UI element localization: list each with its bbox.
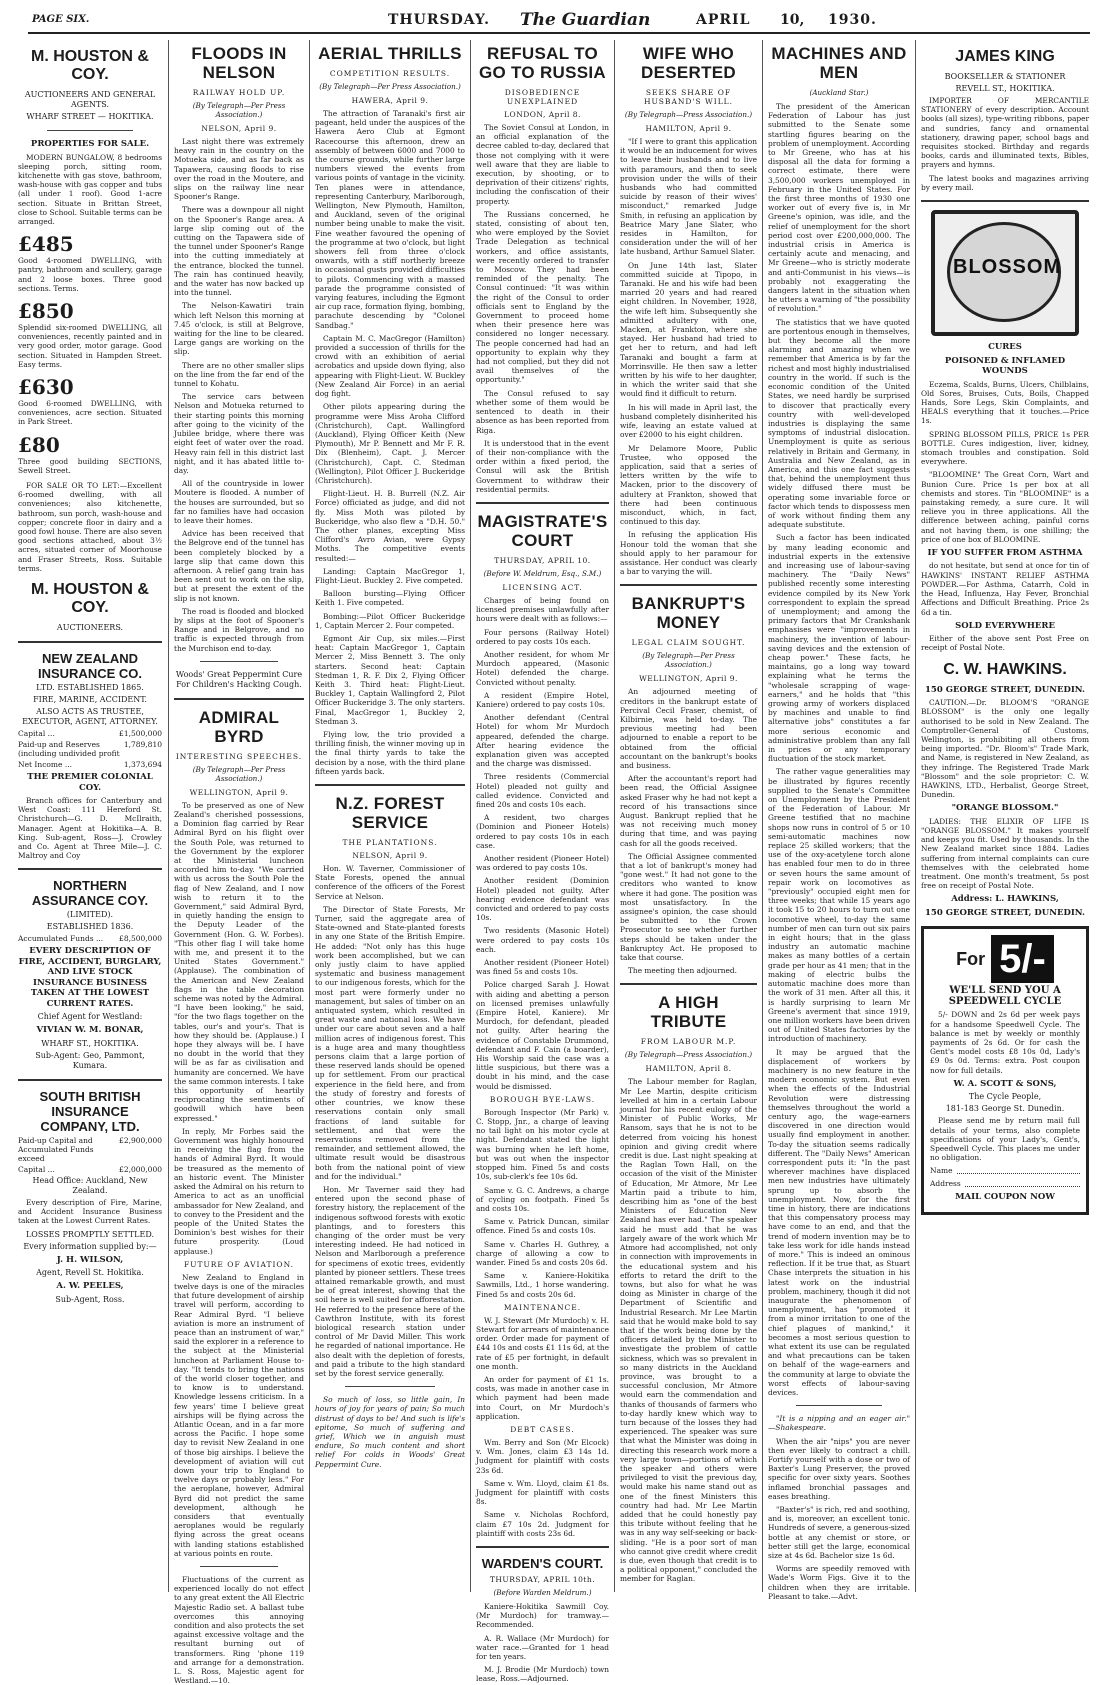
article-paragraph: Another defendant (Central Hotel) for whom Mr Murdoch appeared, defended the charge. After hearing evidence the explanation given was accepted and the charge was dismissed. [476, 713, 609, 769]
article-paragraph: Mr Delamore Moore, Public Trustee, who opposed the application, said that a series of letters written by the wife to Macken, prior to the discovery of adultery at Frankton, showed that there had been continuous misconduct, which, in fact, continued to this day. [620, 443, 757, 527]
property-description: Good 6-roomed DWELLING, with conveniences, acre section. Situated in Park Street. [18, 398, 162, 427]
properties-heading: PROPERTIES FOR SALE. [30, 139, 150, 149]
article-paragraph: In his will made in April last, the husband completely disinherited his wife, leaving an estate valued at over £2000 to his eight children. [620, 402, 757, 440]
address-label: Address [930, 1179, 961, 1189]
divider [47, 130, 133, 131]
article-paragraph: New Zealand to England in twelve days is one of the miracles that future development of airship travel will perform, according to Rear Admiral Byrd. "I believe aviation is more an instrument of peace than an instrument of war," said the explorer in a reference to the subject at the Ministerial luncheon at Parliament House to-day. "It tends to bring the nations of the world closer together, and to know is to understand. Knowledge lessens criticism. In a few years' time I believe great airships will be flying across the Atlantic Ocean, and in a far more across the Pacific. I hope some day to revisit New Zealand in one of those big airships. I believe the development of aviation will cut down your trip to England to twelve days or probably less." For the aeroplane, however, Admiral Byrd did not predict the same development, although he considers that eventually aeroplanes would be regularly flying across the great oceans with landing stations established at various points en route. [174, 1272, 304, 1558]
article-paragraph: W. J. Stewart (Mr Murdoch) v. H. Stewart for arrears of maintenance order. Order made for payment of £44 10s and costs £1 11s 6d, at the rate of £5 per fortnight, in default one month. [476, 1315, 610, 1371]
northern-subagent: Sub-Agent: Geo, Pammont, Kumara. [35, 1050, 145, 1070]
article-dateline: NELSON, April 9. [352, 851, 428, 861]
article-paragraph: Same v. Charles H. Guthrey, a charge of allowing a cow to wander. Fined 5s and costs 20s 6d. [476, 1239, 609, 1267]
asthma-description: do not hesitate, but send at once for tin of HAWKINS' INSTANT RELIEF ASTHMA POWDER.—For Asthma, Catarrh, Cold in the Head, Influenza, Hay Fever, Bronchial Affections and Difficult Breathing. Price 2s 6d a tin. [921, 561, 1089, 617]
article-subheading: INTERESTING SPEECHES. [175, 751, 303, 761]
article-subheading: DISOBEDIENCE UNEXPLAINED [504, 88, 581, 106]
property-price: £485 [18, 232, 74, 257]
divider [796, 1405, 881, 1406]
article-paragraph: An order for payment of £1 1s. costs, was made in another case in which payment had been made into Court, on Mr Murdoch's application. [476, 1374, 609, 1421]
divider [620, 584, 757, 586]
bloomine-description: "BLOOMINE" The Great Corn, Wart and Bunion Cure. Price 1s per box at all chemists and stores. Tin "BLOOMINE" is a painstaking remedy, a sure cure. It will relieve you in three applications. All the difference between aching, painful corns and not having them, is one shilling; the price of one box of BLOOMINE. [921, 470, 1089, 544]
article-paragraph: Two residents (Masonic Hotel) were ordered to pay costs 10s each. [476, 926, 609, 954]
property-description: Splendid six-roomed DWELLING, all conveniences, recently painted and in very good order, motor garage. Good section. Situated in Hampden Street. Easy terms. [18, 322, 162, 369]
article-headline: REFUSAL TO GO TO RUSSIA [478, 44, 607, 82]
hawkins-address: 150 GEORGE STREET, DUNEDIN. [925, 684, 1085, 695]
article-headline: ADMIRAL BYRD [198, 707, 280, 746]
column-rule [309, 40, 310, 1592]
article-paragraph: Flying low, the trio provided a thrilling finish, the winner moving up in the final thirty yards to take the decision by a nose, with the third plane fifteen yards back. [315, 730, 465, 776]
property-listing: FOR SALE OR TO LET:—Excellent 6-roomed dwelling, with all conveniences; also kitchenette, bathroom, sun porch, wash-house and copper; concrete floor in dairy and a good fowl house. There are also seven good sections attached, about 3½ acres, situated corner of Moorhouse and Fraser Streets, Ross. Suitable terms. [18, 480, 162, 573]
article-paragraph: Advice has been received that the Belgrove end of the tunnel has been completely blocked by a large slip that came down this afternoon. A relief gang train has been sent out to work on the slip, but at present the extent of the slip is not known. [174, 529, 304, 603]
article-paragraph: M. J. Brodie (Mr Murdoch) town lease, Ross.—Adjourned. [476, 1665, 609, 1684]
article-paragraph: The attraction of Taranaki's first air pageant, held under the auspices of the Hawera Aero Club at Egmont Racecourse this afternoon, drew an assembly of between 6000 and 7000 to the course grounds, while further large numbers viewed the events from various points of vantage in the vicinity. Ten planes were in attendance, representing Canterbury, Marlborough, Wellington, New Plymouth, Hamilton, and Auckland, seven of the original number being unable to make the visit. Fine weather favoured the opening of the programme at two o'clock, but light showers fell from three o'clock onwards, with a stiff northerly breeze in occasional gusts provided difficulties to pilots. Commencing with a massed parade the programme consisted of varying features, including the Egmont air cup race, formation flying, bombing, parachute descending by "Colonel Sandbag." [315, 109, 465, 330]
article-headline: A HIGH TRIBUTE [650, 993, 727, 1032]
article-subheading: FUTURE OF AVIATION. [183, 1259, 295, 1269]
peppermint-advert: Woods' Great Peppermint Cure For Children's Hacking Cough. [175, 669, 303, 689]
article-paragraph: The president of the American Federation of Labour has just submitted to the Senate some startling figures bearing on the problem of unemployment. According to Mr Greene, who has at his disposal all the data for forming a correct estimate, there were 3,500,000 workers unemployed in February in the United States. For the first three months of 1930 one worker out of every five is, in Mr Greene's opinion, was idle, and the relief of unemployment for the short period cost over £200,000,000. The industrial crisis in America is certainly acute and menacing, and Mr Greene—who is strictly moderate and anti-Communist in his views—is probably not exaggerating the dangers latent in the situation when he utters a warning of "the possibility of revolution." [768, 102, 910, 314]
article-paragraph: After the accountant's report had been read, the Official Assignee asked Fraser why he had not kept a record of his transactions since August. Bankrupt replied that he was not receiving much money during that time, and was paying cash for all the goods received. [620, 774, 757, 848]
article-paragraph: Same v. G. C. Andrews, a charge of cycling on footpath. Fined 5s and costs 10s. [476, 1185, 609, 1213]
verse-advert: So much of loss, so little gain, In hours of joy for years of pain; So much distrust of days to be! And such is life's epitome, So much of suffering and grief, Which we in anguish must endure, So much content and short relief For colds in Woods' Great Peppermint Cure. [315, 1395, 465, 1469]
column-rule [470, 40, 471, 1592]
divider [18, 641, 162, 643]
scott-sub: The Cycle People, [968, 1092, 1042, 1102]
article-paragraph: In reply, Mr Forbes said the Government was highly honoured in receiving the flag from the hands of Admiral Byrd. It would be treasured as the memento of an historic event. The Minister asked the Admiral on his return to America to act as an unofficial ambassador for New Zealand, and to convey to the President and the people of the United States the Dominion's best wishes for their future prosperity. (Loud applause.) [174, 1126, 304, 1256]
article-dateline: WELLINGTON, April 9. [189, 787, 289, 797]
nzi-premier: THE PREMIER COLONIAL COY. [27, 772, 153, 793]
king-subheading: BOOKSELLER & STATIONER [944, 72, 1066, 81]
article-paragraph: Borough Inspector (Mr Park) v. C. Stopp, Jnr., a charge of leaving no tail light on his motor cycle at night. Defendant stated the light was burning when he left home, but was out when the inspector stopped him. Fined 5s and costs 10s, sub-clerk's fee 10s 6d. [476, 1107, 609, 1182]
article-paragraph: Egmont Air Cup, six miles.—First heat: Captain MacGregor 1, Captain Mercer 2, Miss Bennett 3. The only starters. Second heat: Captain Stedman 1, R. F. Dix 2, Flying Officer Keith 3. Third heat: Flight-Lieut. Buckley 1, Captain Wallingford 2, Pilot Officer Buckeridge 3. The only starters. Final, MacGregor 1, Buckley 2, Stedman 3. [315, 633, 465, 726]
orange-blossom-heading: "ORANGE BLOSSOM." [951, 803, 1059, 814]
sb-capital2 [18, 1165, 162, 1174]
article-paragraph: The Nelson-Kawatiri train which left Nelson this morning at 7.45 o'clock, is still at Belgrove, waiting for the line to be cleared. Large gangs are working on the slip. [174, 301, 304, 357]
houston-address: WHARF STREET — HOKITIKA. [26, 112, 154, 121]
value: £2,000,000 [119, 1164, 162, 1174]
article-subheading: SEEKS SHARE OF HUSBAND'S WILL. [643, 88, 734, 106]
article-headline: FLOODS IN NELSON [191, 44, 287, 82]
article-paragraph: Another resident (Pioneer Hotel) was fined 5s and costs 10s. [476, 958, 609, 977]
article-paragraph: A resident, two charges (Dominion and Pioneer Hotels) ordered to pay costs 10s in each case. [476, 813, 609, 850]
article-paragraph: Landing: Captain MacGregor 1, Flight-Lieut. Buckley 2. Five competed. [315, 566, 465, 585]
label: Paid-up and Reserves (including undivided profit [18, 740, 120, 758]
column-floods-byrd [170, 40, 308, 1685]
article-paragraph: Same v. Nicholas Rochford, claim £7 10s 2d. Judgment for plaintiff with costs 23s 6d. [476, 1510, 609, 1538]
label: Accumulated Funds ... [18, 934, 104, 944]
article-dateline: LONDON, April 8. [504, 110, 581, 119]
value: £8,500,000 [119, 934, 162, 944]
label: Capital ... [18, 1164, 55, 1174]
column-rule [762, 40, 763, 1592]
radio-advert: Fluctuations of the current as experienced locally do not effect to any great extent the All Electric Majestic Radio set. A ballast tube overcomes this annoying condition and also protects the set against excessive voltage and the resultant burning out of transformers. Ring 'phone 119 and arrange for a demonstration. L. S. Ross, Majestic agent for Westland.—10. [174, 1575, 304, 1685]
article-paragraph: Flight-Lieut. H. B. Burrell (N.Z. Air Force) officiated as judge, and did not fly. Miss Moth was piloted by Buckeridge, who also flew a "D.H. 50." The other planes, excepting Miss Clifford's Avro Avian, were Gypsy Moths. The competitive events resulted:— [315, 489, 465, 563]
article-subheading: THE PLANTATIONS. [342, 838, 438, 848]
label: Net Income ... [18, 760, 72, 769]
nzi-capital [18, 729, 162, 738]
nzi-established: LTD. ESTABLISHED 1865. [36, 683, 144, 692]
article-paragraph: Three residents (Commercial Hotel) pleaded not guilty and called evidence. Convicted and fined 20s and costs 10s each. [476, 772, 609, 809]
divider [18, 868, 162, 870]
article-headline: MAGISTRATE'S COURT [477, 511, 608, 550]
article-credit: (By Telegraph—Per Press Association.) [192, 764, 286, 783]
masthead-year: 1930. [828, 12, 877, 28]
blossom-ointment-seal [931, 210, 1079, 336]
article-paragraph: Charges of being found on licensed premises unlawfully after hours were dealt with as follows:— [476, 595, 609, 624]
price-badge: 5/- [991, 935, 1054, 983]
property-listing [18, 375, 162, 427]
cures-heading: CURES [988, 342, 1022, 353]
article-paragraph: Other pilots appearing during the programme were Miss Aroha Clifford (Christchurch), Capt. Wallingford (Auckland), Flying Officer Keith (New Plymouth), Mr P. Bennett and Mr F. R. Dix (Blenheim), Capt. J. Mercer (Christchurch), Capt. C. Stedman (Wellington), Pilot Officer J. Buckeridge (Christchurch). [315, 402, 465, 485]
article-subheading: BOROUGH BYE-LAWS. [489, 1094, 596, 1104]
article-paragraph: The Soviet Consul at London, in an official explanation of the decree cabled to-day, declared that those not complying with it were well aware that they are liable to execution, by shooting, or to deprivation of their citizens' rights, including the confiscation of their property. [476, 123, 609, 206]
houston-subheading: AUCTIONEERS. [56, 623, 124, 632]
column-aerial-forest [311, 40, 469, 1592]
nzi-income [18, 760, 162, 769]
northern-address: WHARF ST., HOKITIKA. [41, 1038, 139, 1048]
cures-description: Eczema, Scalds, Burns, Ulcers, Chilblains, Old Sores, Bruises, Cuts, Boils, Chapped Hands, Sore Legs, Skin Complaints, and HEALS everything that it touches.—Price 1s. [921, 379, 1089, 426]
article-paragraph: There was a downpour all night on the Spooner's Range area. A large slip coming out of the cutting on the Tapawera side of the tunnel under Spooner's Range into the cutting immediately at the entrance, blocked the tunnel. The rain has continued heavily, and the water has now backed up into the tunnel. [174, 205, 304, 298]
article-subheading: LICENSING ACT. [502, 582, 583, 592]
lung-preserver-advert: "Baxter's" is rich, red and soothing, and is, moreover, an excellent tonic. Hundreds of severe, a generous-sized bottle at any chemist or store, or better still get the large, economical size at 4s 6d. Bachelor size 1s 6d. [768, 1505, 910, 1561]
article-paragraph: Another resident (Dominion Hotel) pleaded not guilty. After hearing evidence defendant was convicted and ordered to pay costs 10s. [476, 876, 609, 923]
name-line [957, 1167, 1080, 1174]
nzi-trustee: ALSO ACTS AS TRUSTEE, EXECUTOR, AGENT, ATTORNEY. [22, 707, 158, 726]
sb-agent-address: Agent, Revell St. Hokitika. [36, 1268, 144, 1278]
nzi-heading: NEW ZEALAND INSURANCE CO. [37, 651, 142, 681]
houston-heading: M. HOUSTON & COY. [31, 581, 149, 616]
price-row [930, 935, 1080, 983]
article-paragraph: There are no other smaller slips on the line from the far end of the tunnel to Kohatu. [174, 360, 304, 389]
article-credit: (By Telegraph—Per Press Association.) [319, 82, 461, 91]
speedwell-cycle-ad [921, 926, 1089, 1214]
article-headline: N.Z. FOREST SERVICE [335, 794, 445, 833]
article-subheading: RAILWAY HOLD UP. [192, 88, 286, 97]
article-paragraph: The Official Assignee commented that a lot of bankrupt's money had "gone west." It had not gone to the creditors who wanted to know where it had gone. The position was most unsatisfactory. In the assignee's opinion, the case should be submitted to the Crown Prosecutor to see whether further steps should be taken under the Bankruptcy Act. He proposed to take that course. [620, 851, 757, 963]
value: 1,789,810 [123, 740, 162, 749]
article-paragraph: Balloon bursting—Flying Officer Keith 1. Five competed. [315, 589, 465, 608]
hawkins-caution: CAUTION.—Dr. BLOOM'S "ORANGE BLOSSOM" is the only one legally authorised to be sold in New Zealand. The Comptroller-General of Customs, Wellington, is prohibiting all others from being imported. "Dr. Bloom's" Trade Mark, and Name, is registered in New Zealand, as they infringe. The Registered Trade Mark "Blossom" and the sole proprietor: C. W. HAWKINS, LTD., Herbalist, George Street, Dunedin. [921, 698, 1089, 800]
column-insurance-ads [14, 40, 166, 1592]
article-paragraph: The rather vague generalities may be illustrated by figures recently supplied to the Senate's Committee on Unemployment by the President of the Federation of Labour. Mr Greene testified that no machine shops now runs in control of 5 or 10 semi-automatic machines now replace 25 skilled workers; that the use of the oxy-acetylene torch alone has enabled four men to do in three or seven hours the same amount of repair work on locomotives as "previously" occupied eight men for three weeks; that while 15 years ago it took 15 to 20 hours to turn out one locomotive wheel, to-day the same number of men can turn out six pairs in eight hours; that in the glass industry an automatic machine makes as many bottles of a certain grade per hour as 41 men; that in the making of electric bulbs the automatic machine does more than the work of 31 men. After all this, it is hardly surprising to learn Mr Greene's averment that since 1919, one million workers have been driven out of United States factories by the introduction of machinery. [768, 767, 910, 1044]
column-machines [764, 40, 914, 1601]
quote: "It is a nipping and an eager air." —Shakespeare. [768, 1414, 910, 1433]
column-rule [614, 40, 615, 1592]
article-paragraph: Hon. W. Taverner, Commissioner of State Forests, opened the annual conference of the officers of the Forest Service at Nelson. [315, 864, 465, 901]
worm-figs-advert: Worms are speedily removed with Wade's Worm Figs. Give it to the children when they are irritable. Pleasant to take.—Advt. [768, 1564, 910, 1601]
northern-agent-label: Chief Agent for Westland: [37, 1012, 143, 1022]
label: Paid-up Capital and Accumulated Funds exceed [18, 1135, 94, 1163]
article-dateline: THURSDAY, APRIL 10th. [489, 1575, 596, 1584]
article-paragraph: Same v. Kaniere-Hokitika Sawmills, Ltd., 1 horse wandering. Fined 5s and costs 20s 6d. [476, 1271, 609, 1299]
northern-funds [18, 934, 162, 943]
cycle-description: 5/- DOWN and 2s 6d per week pays for a handsome Speedwell Cycle. The balance is met by weekly or monthly payments of 2s 6d. Or for cash the Gent's model costs £8 10s 0d, Lady's £9 0s 0d. Terms: extra. Post coupon now for full details. [930, 1010, 1080, 1075]
masthead-day-number: 10, [780, 12, 805, 28]
sold-everywhere: SOLD EVERYWHERE [955, 620, 1055, 631]
coupon-address-field [930, 1179, 1080, 1188]
article-paragraph: Such a factor has been indicated by many leading economic and industrial experts in the extensive and increasing use of labour-saving machinery. The "Daily News" published recently some interesting evidence compiled by its New York correspondent to explain the spread of unemployment; and among the primary factors that Mr Crankshank emphasises were "improvements in machinery, the invention of labour-saving devices and the extension of cheap power." These facts, he maintains, go a long way toward explaining what he terms the "wholesale scrapping of wage-earners," and he holds that "this growing army of workers displaced by machines and unable to find alternative jobs" constitutes a far more serious economic and administrative problem than any fall in prices or any temporary fluctuation of the stock market. [768, 533, 910, 764]
article-subheading: DEBT CASES. [510, 1424, 575, 1434]
sb-losses: LOSSES PROMPTLY SETTLED. [25, 1229, 155, 1239]
article-dateline: NELSON, April 9. [201, 124, 277, 133]
article-headline: AERIAL THRILLS [318, 44, 462, 63]
article-paragraph: To be preserved as one of New Zealand's cherished possessions, a Dominion flag carried by Rear Admiral Byrd on his flight over the South Pole, was returned to the Government by the explorer at the Ministerial luncheon accorded him to-day. "We carried with us across the South Pole the flag of New Zealand, and I now wish to return it to the Government," said Admiral Byrd, in quietly handing the ensign to the Deputy Leader of the Government (Hon. G. W. Forbes). "This other flag I will take home with me, and present it to the United States Government." (Applause). The combination of the American and New Zealand flags in the table decoration scheme was noted by the Admiral. "I have been looking," he said, "for the two flags together on the tables, our's and your's. That is how they should be. (Applause.) I hope they always will be. I have no doubt in the world that they will be as far as civilisation and humanity are concerned. We have the same common interests. I take this opportunity of heartily reciprocating the sentiments of goodwill which have been expressed." [174, 800, 304, 1123]
property-listing [18, 299, 162, 369]
divider [200, 661, 278, 662]
sb-info: Every information supplied by:— [23, 1241, 157, 1251]
article-subheading: COMPETITION RESULTS. [329, 69, 451, 78]
property-description: Good 4-roomed DWELLING, with pantry, bathroom and scullery, garage and 2 loose boxes. Three good sections. Terms. [18, 256, 162, 293]
article-paragraph: The meeting then adjourned. [628, 966, 737, 976]
article-credit: (Before Warden Meldrum.) [493, 1588, 592, 1597]
value: £2,900,000 [119, 1135, 162, 1145]
post-free-note: Either of the above sent Post Free on receipt of Postal Note. [921, 634, 1089, 653]
nzi-paidup [18, 740, 162, 758]
nzi-branch: Branch offices for Canterbury and West Coast: 111 Hereford St. Christchurch—G. D. McIlraith, Manager. Agent at Hokitika—A. B. King. Sub-agent, Ross—J. Crowley and Co. Agent at Three Mile—J. C. Maltroy and Coy [18, 796, 162, 861]
label: Capital ... [18, 729, 55, 738]
coupon-name-field [930, 1166, 1080, 1175]
property-price: £630 [18, 374, 74, 399]
column-rule [915, 40, 916, 1592]
south-british-heading: SOUTH BRITISH INSURANCE COMPANY, LTD. [39, 1088, 141, 1134]
article-paragraph: In refusing the application His Honour told the woman that she should apply to her paramour for assistance. Her conduct was clearly a bar to varying the will. [620, 530, 757, 577]
article-paragraph: The Director of State Forests, Mr Turner, said the aggregate area of State-owned and State-planted forests in any one State of the British Empire. He added: "Not only has this huge work been accomplished, but we can only justly claim to have applied systematic and business management to our indigenous forests, which for the most part were formerly under no management, but sales of timber on an antiquated system, which resulted in great waste and national loss. We have under our care about seven and a half million acres of indigenous forest. This is a huge area and many thoughtless persons claim that a large portion of these reserved lands should be opened up for settlement. From our practical experience in the field here, and from the study of forestry and forests of other countries, we know these reservations contain only small fractions of land suitable for settlement, and that were the reservations removed from the remainder, and settlement allowed, the ultimate result would be disastrous both from the national point of view and for the individual." [315, 904, 465, 1181]
divider [476, 502, 609, 504]
scott-name: W. A. SCOTT & SONS, [953, 1078, 1057, 1089]
column-right-ads [917, 40, 1093, 1592]
king-description: IMPORTER OF MERCANTILE STATIONERY of every description. Account books (all sizes), type-writing ribbons, paper and sundries, fancy and ornamental stationery, drawing paper, school bags and requisites stocked. Birthday and regards books, cards and illuminated texts, Bibles, prayers and hymns. [921, 96, 1089, 170]
northern-limited: (LIMITED). [66, 910, 114, 920]
article-headline: WARDEN'S COURT. [481, 1556, 604, 1571]
northern-established: ESTABLISHED 1836. [46, 922, 134, 932]
masthead [28, 10, 1090, 34]
northern-description: EVERY DESCRIPTION OF FIRE, ACCIDENT, BURGLARY, AND LIVE STOCK INSURANCE BUSINESS TAKEN AT THE LOWEST CURRENT RATES. [18, 946, 162, 1009]
masthead-day: THURSDAY. [388, 12, 490, 28]
sb-agent-address: Sub-Agent, Ross. [55, 1294, 125, 1304]
northern-agent: VIVIAN W. M. BONAR, [36, 1025, 144, 1036]
king-heading: JAMES KING [955, 48, 1055, 65]
value: £1,500,000 [119, 729, 162, 738]
article-paragraph: Last night there was extremely heavy rain in the country on the Motueka side, and as far back as Tapawera, causing floods to rise over the road in the Moutere, and slips on the railway line near Spooner's Range. [174, 137, 304, 202]
article-paragraph: On June 14th last, Slater committed suicide at Tipopo, in Taranaki. He and his wife had been married 20 years and had reared eight children. In November, 1928, the wife left him. Subsequently she admitted adultery with one, Macken, at Frankton, where she stayed. Her husband had tried to get her to return, and had left Taranaki and bought a farm at Morrinsville. He then saw a letter written by his wife to her daughter, in which the writer said that she would find it difficult to return. [620, 260, 757, 399]
article-credit: (By Telegraph—Press Association.) [624, 1050, 753, 1060]
article-paragraph: Same v. Patrick Duncan, similar offence. Fined 5s and costs 10s. [476, 1217, 609, 1236]
article-paragraph: Bombing:—Pilot Officer Buckeridge 1, Captain Mercer 2. Four competed. [315, 611, 465, 630]
cures-subheading: POISONED & INFLAMED WOUNDS [944, 355, 1066, 377]
hawkins-address: 150 GEORGE STREET, DUNEDIN. [925, 907, 1085, 918]
article-paragraph: Four persons (Railway Hotel) ordered to pay costs 10s each. [476, 627, 609, 646]
property-price: £850 [18, 298, 74, 323]
article-paragraph: Kaniere-Hokitika Sawmill Coy. (Mr Murdoch) for tramway.—Recommended. [476, 1602, 609, 1630]
ladies-description: LADIES: THE ELIXIR OF LIFE IS "ORANGE BLOSSOM." It makes yourself and keeps you fit. Used by thousands. In the New Zealand market since 1884. Ladies suffering from internal complaints can cure themselves with the celebrated home treatment. One month's treatment, 5s post free on receipt of Postal Note. [921, 816, 1089, 891]
article-subheading: MAINTENANCE. [503, 1302, 582, 1312]
property-listing [18, 433, 162, 475]
article-paragraph: Hon. Mr Taverner said they had entered upon the second phase of forestry history, the replacement of the indigenous softwood forests with exotic plantings, and to foresters this changing of the order must be very interesting indeed. He had noticed in Nelson and Marlborough a preference for specimens of exotic trees, evidently planted by pioneer settlers. These trees attained remarkable growth, and must be of great interest, showing that the soil here is well suited for afforestation. He referred to the presence here of the Cawthron Institute, with its forest biological research station under control of Mr David Miller. This work he regarded of national importance. He also dealt with the depletion of forests, and paid a tribute to the high standard set by the forest service generally. [315, 1184, 465, 1378]
article-paragraph: Police charged Sarah J. Howat with aiding and abetting a person on licensed premises unlawfully (Empire Hotel, Kaniere). Mr Murdoch, for defendant, pleaded not guilty. After hearing the evidence of Constable Drummond, defendant and F. Cain (a boarder), His Worship said the case was a little suspicious, but there was a doubt in his mind, and the case would be dismissed. [476, 980, 609, 1091]
article-dateline: THURSDAY, APRIL 10. [494, 555, 591, 565]
newspaper-title: The Guardian [520, 10, 651, 30]
lung-preserver-advert: When the air "nips" you are never then ever likely to contract a chill. Fortify yourself with a dose or two of Baxter's Lung Preserver, the proved specific for over sixty years. Soothes inflamed bronchial passages and eases breathing. [768, 1436, 910, 1501]
article-paragraph: A. R. Wallace (Mr Murdoch) for water race.—Granted for 1 head for ten years. [476, 1633, 609, 1662]
king-address: REVELL ST., HOKITIKA. [955, 84, 1055, 93]
article-source: (Auckland Star.) [809, 88, 869, 97]
property-price: £80 [18, 432, 60, 457]
scott-address: 181-183 George St. Dunedin. [945, 1104, 1065, 1114]
article-paragraph: The service cars between Nelson and Motueka returned to their starting points this morning after going to the vicinity of the Jubilee bridge, where there was eight feet of water over the road. Heavy rain fell in this district last night, and it has abated little to-day. [174, 392, 304, 475]
article-dateline: HAWERA, April 9. [351, 96, 429, 105]
divider [921, 200, 1089, 202]
article-paragraph: The Labour member for Raglan, Mr Lee Martin, despite criticism levelled at him in a certain Labour journal for his recent eulogy of the Minister of Public Works, Mr Ransom, says that he is not to be deterred from voicing his honest opinion and giving credit where credit is due. Last night speaking at the Raglan Town Hall, on the occasion of the visit of the Minister of Education, Mr Atmore, Mr Lee Martin paid a tribute to him, describing him as "one of the best Ministers of Education New Zealand has ever had." The speaker said he must add that he was largely aware of the work which Mr Atmore had accomplished, not only in connection with improvements in the educational system and his efforts to retard the drift to the towns, but also for what he was doing as Minister in charge of the Department of Scientific and Industrial Research. Mr Lee Martin said that he would make bold to say that if the work being done by the officers detailed by the Minister to investigate the problem of cattle sickness, which was so prevalent in so many districts in the Auckland province, was brought to a successful conclusion, Mr Atmore would earn the commendation and thanks of thousands of farmers who to-day hardly knew which way to turn because of the losses they had experienced. The speaker was sure that what the Minister was doing in directing this research work more a very large town—portions of which the speaker and others were privileged to visit the previous day, would make his name stand out as one of the finest Ministers this country had had. Mr Lee Martin added that he could honestly pay this tribute without feeling that he was in any way self-seeking or back-sliding. "He is a poor sort of man who cannot give credit where credit is due, even though that credit is to a political opponent," concluded the member for Raglan. [620, 1077, 757, 1584]
article-headline: BANKRUPT'S MONEY [631, 594, 746, 633]
sb-office: Head Office: Auckland, New Zealand. [32, 1175, 148, 1195]
article-credit: (By Telegraph—Per Press Association.) [192, 101, 286, 119]
divider [200, 1566, 278, 1567]
divider [620, 983, 757, 985]
northern-heading: NORTHERN ASSURANCE COY. [31, 878, 149, 909]
hawkins-address-label: Address: L. HAWKINS, [951, 894, 1059, 905]
article-paragraph: "If I were to grant this application it would be an inducement for wives to leave their husbands and to live with paramours, and then to seek provision under the wills of their husbands who had committed suicide by reason of their wives' misconduct," remarked Judge Smith, in refusing an application by Beatrice Mary Jane Slater, who resides in Hamilton, for consideration under the will of her late husband, Arthur Samuel Slater. [620, 137, 757, 257]
address-line [965, 1180, 1080, 1187]
divider [315, 784, 465, 786]
divider [18, 1079, 162, 1081]
article-paragraph: Captain M. C. MacGregor (Hamilton) provided a succession of thrills for the crowd with an exhibition of aerial acrobatics and upside down flying, also appearing with Flight-Lieut. W. Buckley (New Zealand Air Force) in an aerial dog fight. [315, 333, 465, 399]
houston-heading: M. HOUSTON & COY. [31, 48, 149, 83]
column-rule [168, 40, 169, 1592]
article-paragraph: Another resident, for whom Mr Murdoch appeared, (Masonic Hotel) defended the charge. Convicted without penalty. [476, 649, 609, 687]
article-subheading: FROM LABOUR M.P. [640, 1037, 737, 1047]
article-paragraph: Another resident (Pioneer Hotel) was ordered to pay costs 10s. [476, 854, 609, 873]
divider [476, 1546, 609, 1548]
article-paragraph: Same v. Wm. Lloyd, claim £1 8s. Judgment for plaintiff with costs 8s. [476, 1478, 609, 1507]
property-listing [18, 232, 162, 293]
article-paragraph: A resident (Empire Hotel, Kaniere) ordered to pay costs 10s. [476, 690, 609, 709]
cycle-heading: WE'LL SEND YOU A SPEEDWELL CYCLE [948, 985, 1062, 1007]
article-credit: (By Telegraph—Press Association.) [624, 110, 753, 119]
page-number: PAGE SIX. [32, 14, 90, 25]
article-paragraph: The Consul refused to say whether some of them would be sentenced to death in their absence as has been reported from Riga. [476, 388, 609, 435]
pills-description: SPRING BLOSSOM PILLS, PRICE 1s PER BOTTLE. Cures indigestion, liver, kidney, stomach troubles and constipation. Sold everywhere. [921, 429, 1089, 467]
divider [345, 1386, 435, 1387]
nzi-lines: FIRE, MARINE, ACCIDENT. [33, 695, 147, 704]
article-paragraph: The road is flooded and blocked by slips at the foot of Spooner's Range and in Belgrove, and no traffic is expected through from the Murchison end to-day. [174, 606, 304, 653]
article-dateline: HAMILTON, April 8. [645, 1064, 732, 1074]
article-paragraph: It may be argued that the displacement of workers by machinery is no new feature in the modern economic system. But even when the effects of the Industrial Revolution were distressing themselves throughout the world a century ago, the wage-earners discovered in one direction would usually find employment in another. To-day the situation seems radically different. The "Daily News" American correspondent puts it: "In the past wherever machines have displaced men new industries have ultimately sprung up to absorb the unemployment. Now, for the first time in history, there are indications that this compensatory process may have come to an end, and that the trend of modern invention may be to take less work for idle hands instead of more." This is indeed an ominous reflection. If it be true that, as Stuart Chase interprets the situation in his latest work on the industrial problem, machinery, though it did not inaugurate the phenomenon of unemployment, has "promoted it from a minor irritation to one of the chief plagues of mankind," it becomes a most serious question to what extent its use can be regulated and what precautions can be taken on behalf of the wage-earners and the community at large to obviate the worst effects of labour-saving devices. [768, 1047, 910, 1398]
sb-agent: A. W. PEELES, [56, 1281, 124, 1292]
article-credit: (Before W. Meldrum, Esq., S.M.) [483, 568, 602, 578]
article-paragraph: An adjourned meeting of creditors in the bankrupt estate of Percival Cecil Fraser, chemist, of Kilbirnie, was held to-day. The previous meeting had been adjourned to enable a report to be obtained from the official accountant on the bankrupt's books and business. [620, 687, 757, 770]
sb-agent: J. H. WILSON, [56, 1254, 124, 1265]
article-headline: MACHINES AND MEN [771, 44, 907, 82]
hawkins-heading: C. W. HAWKINS. [943, 660, 1067, 678]
cycle-request: Please send me by return mail full details of your terms, also complete specifications of your Lady's, Gent's, Speedwell Cycle. This places me under no obligation. [930, 1116, 1080, 1163]
article-paragraph: The statistics that we have quoted are portentous enough in themselves, but they become all the more alarming and amazing when we remember that America is by far the richest and most highly industrialised country in the world. If such is the economic condition of the United States, we need hardly be surprised to discover that practically every country with well-developed industries is displaying the same symptoms of industrial dislocation. Unemployment is quite as serious relatively in Britain and Germany, in Australia and New Zealand, as in America, and this one fact suggests that, behind the unemployment thus widely diffused there must be operating some invariable force or factor which tends to dispossess men of work without finding them any adequate substitute. [768, 317, 910, 530]
column-wife-bankrupt [616, 40, 761, 1592]
article-paragraph: Wm. Berry and Son (Mr Elcock) v. Wm. Jones, claim £3 14s 1d. Judgment for plaintiff with costs 23s 6d. [476, 1437, 609, 1475]
article-dateline: WELLINGTON, April 9. [639, 674, 738, 684]
article-paragraph: It is understood that in the event of their non-compliance with the order within a fixed period, the Consul will ask the British Government to withdraw their residential permits. [476, 438, 609, 494]
article-paragraph: The Russians concerned, he stated, consisting of about ten, who were employed by the Soviet Trade Delegation as technical workers, and office assistants, were recently ordered to transfer to Moscow. They had been reminded of the penalty. The Consul continued: "It was within the right of the Consul to order officials sent to England by the Government to proceed home when their presence here was considered no longer necessary. The people concerned had had an opportunity to explain why they had not complied, but they did not avail themselves of the opportunity." [476, 209, 609, 385]
king-description: The latest books and magazines arriving by every mail. [921, 173, 1089, 192]
property-listing: MODERN BUNGALOW, 8 bedrooms sleeping porch, sitting room, kitchenette with gas stove, bathroom, wash-house with gas copper and tubs (all under 1 roof). Good 1-acre section. Situate in Brittan Street, close to School. Suitable terms can be arranged. [18, 152, 162, 226]
property-description: Three good building SECTIONS, Sewell Street. [18, 456, 162, 475]
column-russia-court [472, 40, 613, 1684]
value: 1,373,694 [123, 760, 162, 769]
sb-capital [18, 1136, 162, 1163]
article-dateline: HAMILTON, April 9. [645, 124, 732, 133]
name-label: Name [930, 1166, 953, 1176]
for-label: For [956, 948, 986, 969]
article-paragraph: All of the countryside in lower Moutere is flooded. A number of the houses are surrounded, but so far no families have had occasion to leave their homes. [174, 479, 304, 525]
article-credit: (By Telegraph—Per Press Association.) [642, 651, 735, 670]
divider [174, 698, 304, 700]
sb-description: Every description of Fire, Marine, and Accident Insurance Business taken at the Lowest Current Rates. [18, 1197, 162, 1226]
article-subheading: LEGAL CLAIM SOUGHT. [631, 638, 746, 648]
asthma-heading: IF YOU SUFFER FROM ASTHMA [927, 547, 1083, 558]
houston-subheading: AUCTIONEERS AND GENERAL AGENTS. [24, 90, 156, 109]
seal-text: BLOSSOM [953, 256, 1062, 279]
mail-coupon: MAIL COUPON NOW [955, 1192, 1055, 1203]
masthead-month: APRIL [696, 12, 751, 28]
article-headline: WIFE WHO DESERTED [641, 44, 736, 82]
